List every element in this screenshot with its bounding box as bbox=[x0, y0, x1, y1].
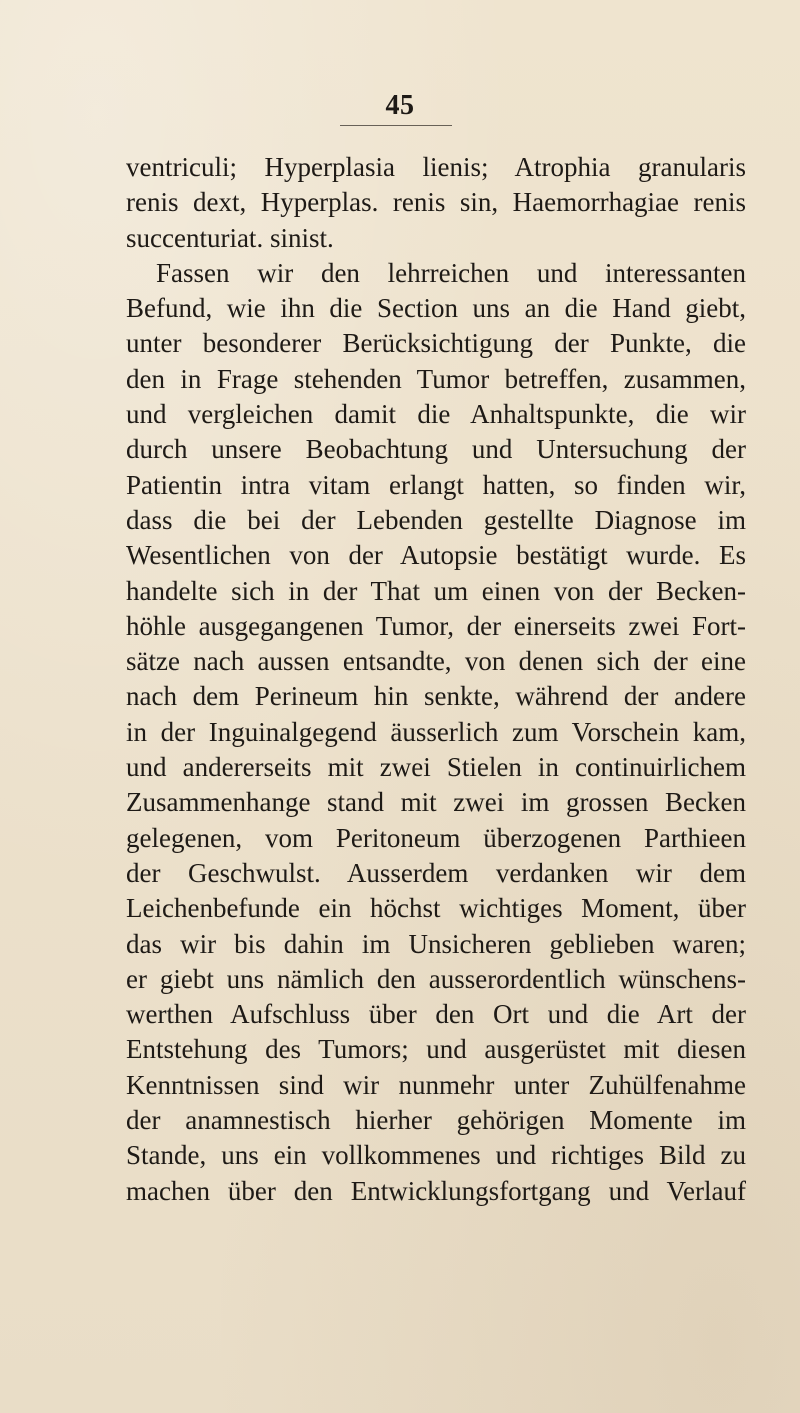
text-line: Wesentlichen von der Autopsie bestätigt wurde. Es bbox=[126, 540, 746, 571]
text-line: das wir bis dahin im Unsicheren geblieben waren; bbox=[126, 928, 746, 959]
text-line: Befund, wie ihn die Section uns an die Hand giebt, bbox=[126, 293, 746, 324]
text-line: er giebt uns nämlich den ausserordentlich wünschens- bbox=[126, 963, 746, 994]
text-line: und vergleichen damit die Anhaltspunkte, die wir bbox=[126, 399, 746, 430]
text-line: gelegenen, vom Peritoneum überzogenen Parthieen bbox=[126, 822, 746, 853]
text-line: succenturiat. sinist. bbox=[126, 222, 334, 253]
page-number-rule bbox=[340, 125, 452, 126]
text-line: machen über den Entwicklungsfortgang und Verlauf bbox=[126, 1175, 746, 1206]
paragraph-start-line: Fassen wir den lehrreichen und interessanten bbox=[156, 257, 746, 288]
text-line: handelte sich in der That um einen von der Becken- bbox=[126, 575, 746, 606]
text-line: werthen Aufschluss über den Ort und die Art der bbox=[126, 999, 746, 1030]
text-line: der anamnestisch hierher gehörigen Momente im bbox=[126, 1105, 746, 1136]
text-line: Stande, uns ein vollkommenes und richtiges Bild zu bbox=[126, 1140, 746, 1171]
text-line: Kenntnissen sind wir nunmehr unter Zuhülfenahme bbox=[126, 1069, 746, 1100]
text-line: Zusammenhange stand mit zwei im grossen Becken bbox=[126, 787, 746, 818]
text-line: dass die bei der Lebenden gestellte Diagnose im bbox=[126, 504, 746, 535]
text-line: unter besonderer Berücksichtigung der Punkte, die bbox=[126, 328, 746, 359]
text-line: den in Frage stehenden Tumor betreffen, zusammen, bbox=[126, 363, 746, 394]
text-line: Patientin intra vitam erlangt hatten, so finden wir, bbox=[126, 469, 746, 500]
text-line: der Geschwulst. Ausserdem verdanken wir dem bbox=[126, 857, 746, 888]
text-line: renis dext, Hyperplas. renis sin, Haemorrhagiae renis bbox=[126, 187, 746, 218]
text-line: durch unsere Beobachtung und Untersuchung der bbox=[126, 434, 746, 465]
page-number: 45 bbox=[385, 90, 415, 121]
text-line: Entstehung des Tumors; und ausgerüstet mit diesen bbox=[126, 1034, 746, 1065]
text-line: nach dem Perineum hin senkte, während der andere bbox=[126, 681, 746, 712]
text-line: in der Inguinalgegend äusserlich zum Vorschein kam, bbox=[126, 716, 746, 747]
text-line: Leichenbefunde ein höchst wichtiges Moment, über bbox=[126, 893, 746, 924]
text-line: höhle ausgegangenen Tumor, der einerseits zwei Fort- bbox=[126, 610, 746, 641]
text-line: und andererseits mit zwei Stielen in continuirlichem bbox=[126, 752, 746, 783]
text-line: ventriculi; Hyperplasia lienis; Atrophia granularis bbox=[126, 152, 746, 182]
body-text bbox=[126, 150, 774, 1209]
text-line: sätze nach aussen entsandte, von denen sich der eine bbox=[126, 646, 746, 677]
